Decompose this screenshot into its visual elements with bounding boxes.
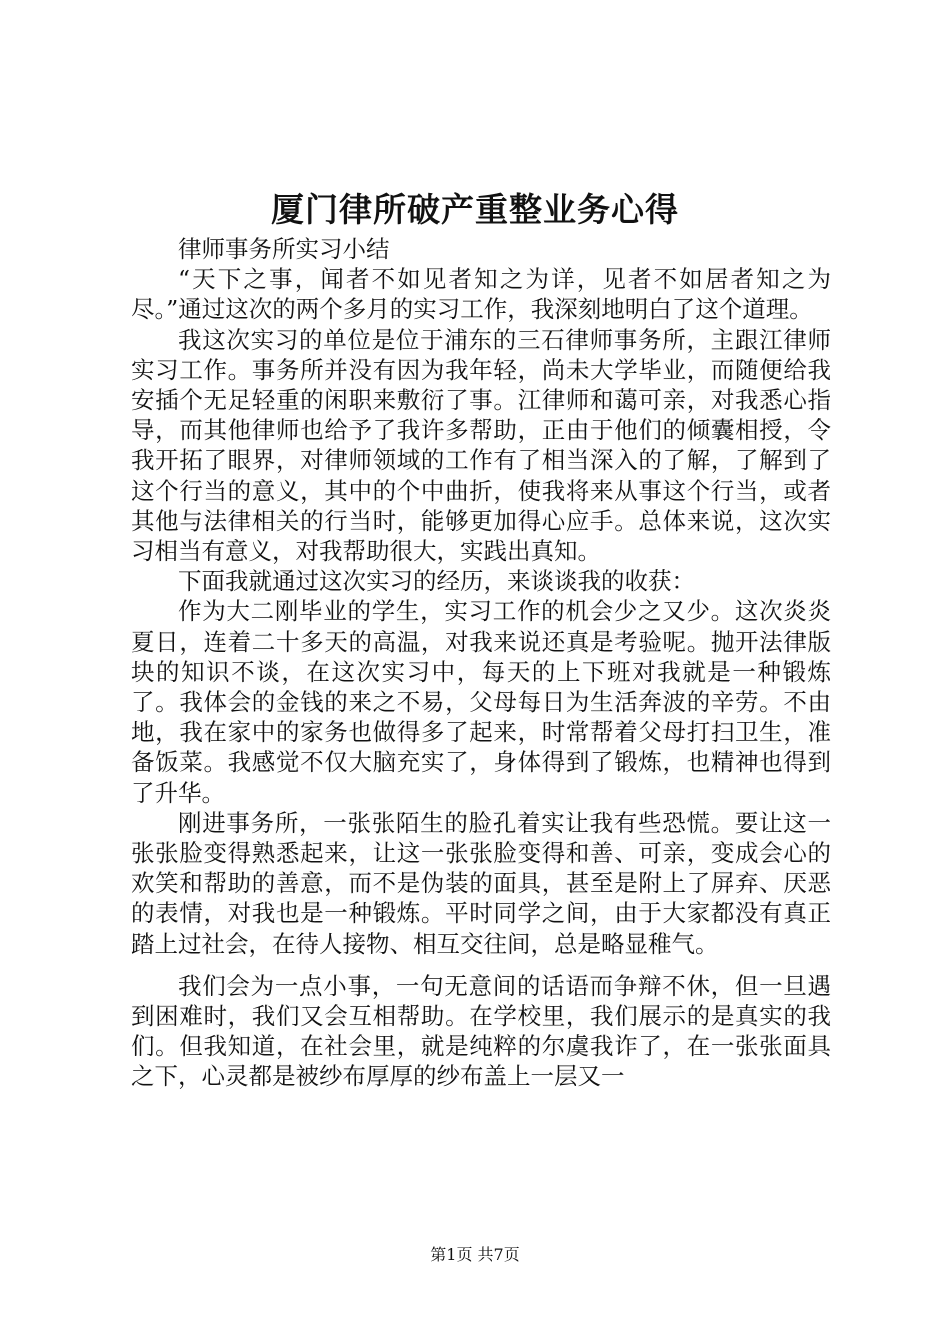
page-number-footer: 第1页 共7页 (430, 1245, 520, 1264)
paragraph: 刚进事务所，一张张陌生的脸孔着实让我有些恐慌。要让这一张张脸变得熟悉起来，让这一张张脸变得和善、可亲，变成会心的欢笑和帮助的善意，而不是伪装的面具，甚至是附上了屏弃、厌恶的表情，对我也是一种锻炼。平时同学之间，由于大家都没有真正踏上过社会，在待人接物、相互交往间，总是略显稚气。 (131, 808, 831, 958)
document-title: 厦门律所破产重整业务心得 (271, 190, 679, 229)
paragraph: 作为大二刚毕业的学生，实习工作的机会少之又少。这次炎炎夏日，连着二十多天的高温，对我来说还真是考验呢。抛开法律版块的知识不谈，在这次实习中，每天的上下班对我就是一种锻炼了。我体会的金钱的来之不易，父母每日为生活奔波的辛劳。不由地，我在家中的家务也做得多了起来，时常帮着父母打扫卫生，准备饭菜。我感觉不仅大脑充实了，身体得到了锻炼，也精神也得到了升华。 (131, 597, 831, 807)
paragraph: “天下之事，闻者不如见者知之为详，见者不如居者知之为尽。”通过这次的两个多月的实习工作，我深刻地明白了这个道理。 (131, 265, 831, 324)
paragraph: 我这次实习的单位是位于浦东的三石律师事务所，主跟江律师实习工作。事务所并没有因为我年轻，尚未大学毕业，而随便给我安插个无足轻重的闲职来敷衍了事。江律师和蔼可亲，对我悉心指导，而其他律师也给予了我许多帮助，正由于他们的倾囊相授，令我开拓了眼界，对律师领域的工作有了相当深入的了解，了解到了这个行当的意义，其中的个中曲折，使我将来从事这个行当，或者其他与法律相关的行当时，能够更加得心应手。总体来说，这次实习相当有意义，对我帮助很大，实践出真知。 (131, 325, 831, 566)
document-body (131, 234, 831, 1092)
paragraph: 下面我就通过这次实习的经历，来谈谈我的收获： (178, 567, 695, 596)
paragraph: 我们会为一点小事，一句无意间的话语而争辩不休，但一旦遇到困难时，我们又会互相帮助。在学校里，我们展示的是真实的我们。但我知道，在社会里，就是纯粹的尔虞我诈了，在一张张面具之下，心灵都是被纱布厚厚的纱布盖上一层又一 (131, 971, 831, 1091)
paragraph-subtitle: 律师事务所实习小结 (178, 235, 390, 263)
